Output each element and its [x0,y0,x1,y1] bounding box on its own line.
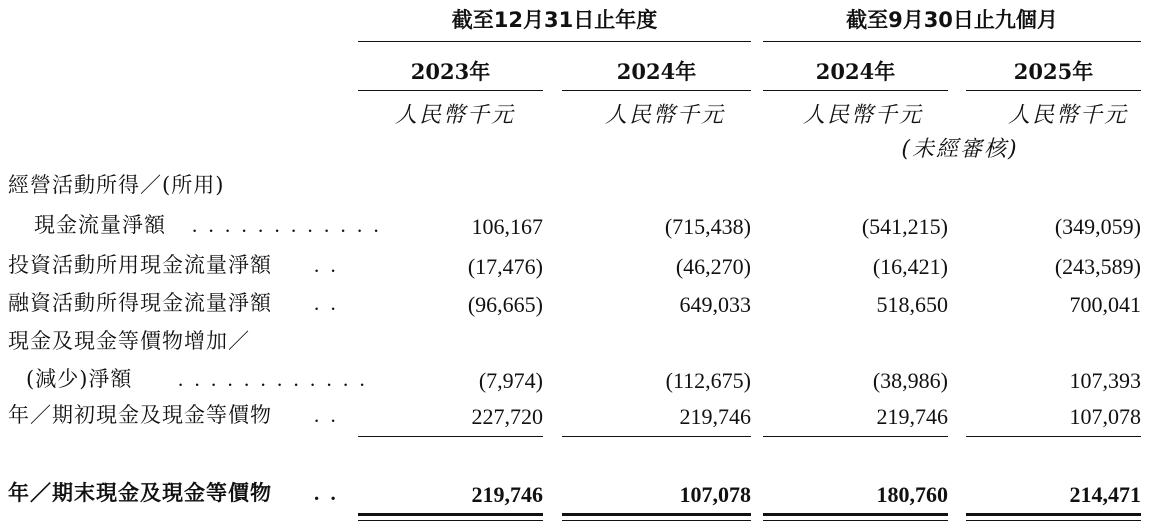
total-double-rule-bottom-col2 [562,520,751,521]
year-header-col2: 2024年 [616,59,697,84]
row-operating-value-col3: (541,215) [861,214,948,239]
group-nine-months-underline [763,41,1141,42]
row-financing-value-col2: 649,033 [679,292,751,317]
row-opening-label: 年／期初現金及現金等價物 [8,403,272,427]
year-underline-col1 [358,90,543,91]
unit-label-col3: 人民幣千元 [802,103,923,128]
row-financing-value-col1: (96,665) [467,292,543,317]
unaudited-label: (未經審核) [901,137,1019,162]
row-operating-value-col4: (349,059) [1054,214,1141,239]
row-financing-value-col3: 518,650 [876,292,948,317]
row-net-change-value-col2: (112,675) [665,368,751,393]
unit-label-col1: 人民幣千元 [394,103,515,128]
total-double-rule-top-col1 [358,513,543,516]
row-opening-leader: . . [314,403,339,427]
total-double-rule-bottom-col1 [358,520,543,521]
year-underline-col4 [966,90,1141,91]
total-double-rule-bottom-col4 [966,520,1141,521]
year-header-col3: 2024年 [815,59,896,84]
row-operating-label-line2: 現金流量淨額 [34,213,166,237]
header-group-fiscal-year: 截至12月31日止年度 [451,8,658,32]
row-net-change-leader: . . . . . . . . . . . . [178,367,368,391]
row-closing-value-col4: 214,471 [1069,482,1141,507]
row-investing-value-col3: (16,421) [872,254,948,279]
subtotal-rule-col4 [966,436,1141,437]
year-underline-col2 [562,90,751,91]
year-underline-col3 [763,90,948,91]
total-double-rule-bottom-col3 [763,520,948,521]
subtotal-rule-col2 [562,436,751,437]
total-double-rule-top-col4 [966,513,1141,516]
row-financing-label: 融資活動所得現金流量淨額 [8,291,272,315]
row-operating-label-line1: 經營活動所得／(所用) [8,173,225,197]
subtotal-rule-col1 [358,436,543,437]
row-opening-value-col3: 219,746 [876,404,948,429]
row-investing-value-col1: (17,476) [467,254,543,279]
row-financing-value-col4: 700,041 [1069,292,1141,317]
unit-label-col4: 人民幣千元 [1007,103,1128,128]
row-closing-value-col1: 219,746 [471,482,543,507]
row-investing-leader: . . [314,253,339,277]
year-header-col1: 2023年 [410,59,491,84]
row-opening-value-col1: 227,720 [471,404,543,429]
subtotal-rule-col3 [763,436,948,437]
row-opening-value-col2: 219,746 [679,404,751,429]
row-closing-value-col2: 107,078 [679,482,751,507]
row-net-change-label-line1: 現金及現金等價物增加／ [8,329,250,353]
header-group-nine-months: 截至9月30日止九個月 [846,8,1058,32]
total-double-rule-top-col3 [763,513,948,516]
total-double-rule-top-col2 [562,513,751,516]
row-net-change-value-col1: (7,974) [478,368,543,393]
year-header-col4: 2025年 [1013,59,1094,84]
row-investing-label: 投資活動所用現金流量淨額 [8,253,272,277]
row-net-change-label-line2: (減少)淨額 [26,367,133,391]
row-closing-value-col3: 180,760 [876,482,948,507]
row-closing-leader: . . [314,481,339,505]
group-fiscal-year-underline [358,41,751,42]
row-investing-value-col2: (46,270) [675,254,751,279]
row-net-change-value-col3: (38,986) [872,368,948,393]
row-financing-leader: . . [314,291,339,315]
row-closing-label: 年／期末現金及現金等價物 [8,480,272,505]
row-operating-value-col1: 106,167 [471,214,543,239]
row-opening-value-col4: 107,078 [1069,404,1141,429]
row-operating-value-col2: (715,438) [664,214,751,239]
row-net-change-value-col4: 107,393 [1069,368,1141,393]
row-investing-value-col4: (243,589) [1054,254,1141,279]
row-operating-leader: . . . . . . . . . . . . [192,213,382,237]
unit-label-col2: 人民幣千元 [604,103,725,128]
